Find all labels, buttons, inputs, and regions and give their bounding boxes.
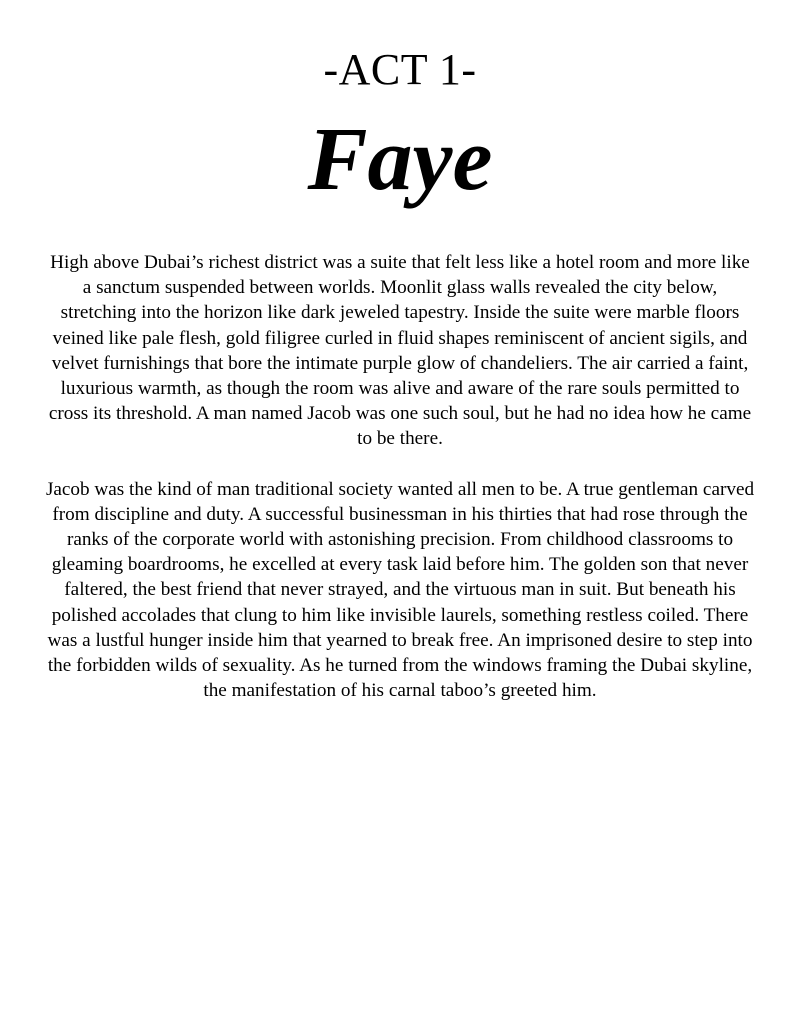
paragraph-1: High above Dubai’s richest district was a suite that felt less like a hotel room and more like a sanctum suspended between worlds. Moonlit glass walls revealed the city below, stretching into the horizon like dark jeweled tapestry. Inside the suite were marble floors veined like pale flesh, gold filigree curled in fluid shapes reminiscent of ancient sigils, and velvet furnishings that bore the intimate purple glow of chandeliers. The air carried a faint, luxurious warmth, as though the room was alive and aware of the rare souls permitted to cross its threshold. A man named Jacob was one such soul, but he had no idea how he came to be there. [48,252,752,450]
body-text [44,250,756,703]
chapter-title: Faye [307,110,493,209]
act-heading: -ACT 1- [323,45,477,94]
paragraph-2: Jacob was the kind of man traditional society wanted all men to be. A true gentleman carved from discipline and duty. A successful businessman in his thirties that had rose through the ranks of the corporate world with astonishing precision. From childhood classrooms to gleaming boardrooms, he excelled at every task laid before him. The golden son that never faltered, the best friend that never strayed, and the virtuous man in suit. But beneath his polished accolades that clung to him like invisible laurels, something restless coiled. There was a lustful hunger inside him that yearned to break free. An imprisoned desire to step into the forbidden wilds of sexuality. As he turned from the windows framing the Dubai skyline, the manifestation of his carnal taboo’s greeted him. [45,478,755,702]
